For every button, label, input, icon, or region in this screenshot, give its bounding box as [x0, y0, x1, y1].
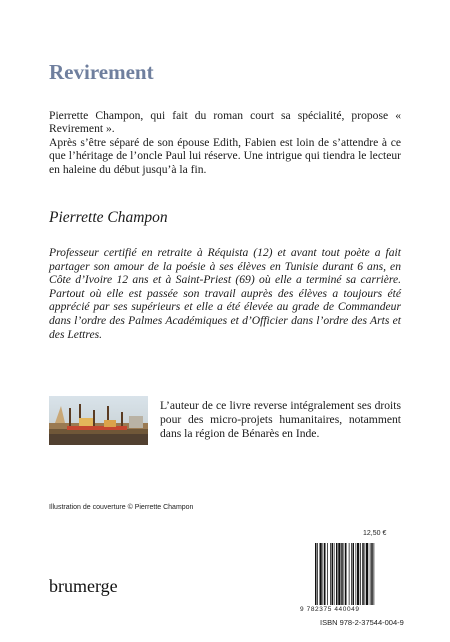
author-bio: Professeur certifié en retraite à Réquista (12) et avant tout poète a fait partager son amour de la poésie à ses élèves en Tunisie durant 6 ans, en Côte d’Ivoire 12 ans et à Saint-Priest (69) où elle a terminé sa carrière. Partout où elle est passée son travail auprès des élèves a toujours été apprécié par ses supérieurs et elle a été élevée au grade de Commandeur dans l’ordre des Palmes Académiques et d’Officier dans l’ordre des Arts et des Lettres. — [49, 246, 401, 341]
summary-paragraph-1: Pierrette Champon, qui fait du roman court sa spécialité, propose « Revirement ». — [49, 109, 401, 136]
isbn-label: ISBN 978-2-37544-004-9 — [320, 618, 404, 627]
publisher-logo: brumerge — [49, 576, 118, 596]
author-name: Pierrette Champon — [49, 209, 168, 226]
summary-paragraph-2: Après s’être séparé de son épouse Edith, Fabien est loin de s’attendre à ce que l’héritage de l’oncle Paul lui réserve. Une intrigue qui tiendra le lecteur en haleine du début jusqu’à la fin. — [49, 135, 401, 176]
humanitarian-note: L’auteur de ce livre reverse intégralement ses droits pour des micro-projets humanitaires, notamment dans la région de Bénarès en Inde. — [160, 399, 401, 440]
isbn-barcode — [313, 543, 401, 605]
book-summary — [49, 109, 401, 176]
barcode-digits: 9 782375 440049 — [300, 606, 360, 613]
author-photo — [49, 396, 148, 445]
cover-credit: Illustration de couverture © Pierrette Champon — [49, 504, 194, 511]
price-label: 12,50 € — [363, 530, 387, 537]
book-title: Revirement — [49, 60, 154, 84]
